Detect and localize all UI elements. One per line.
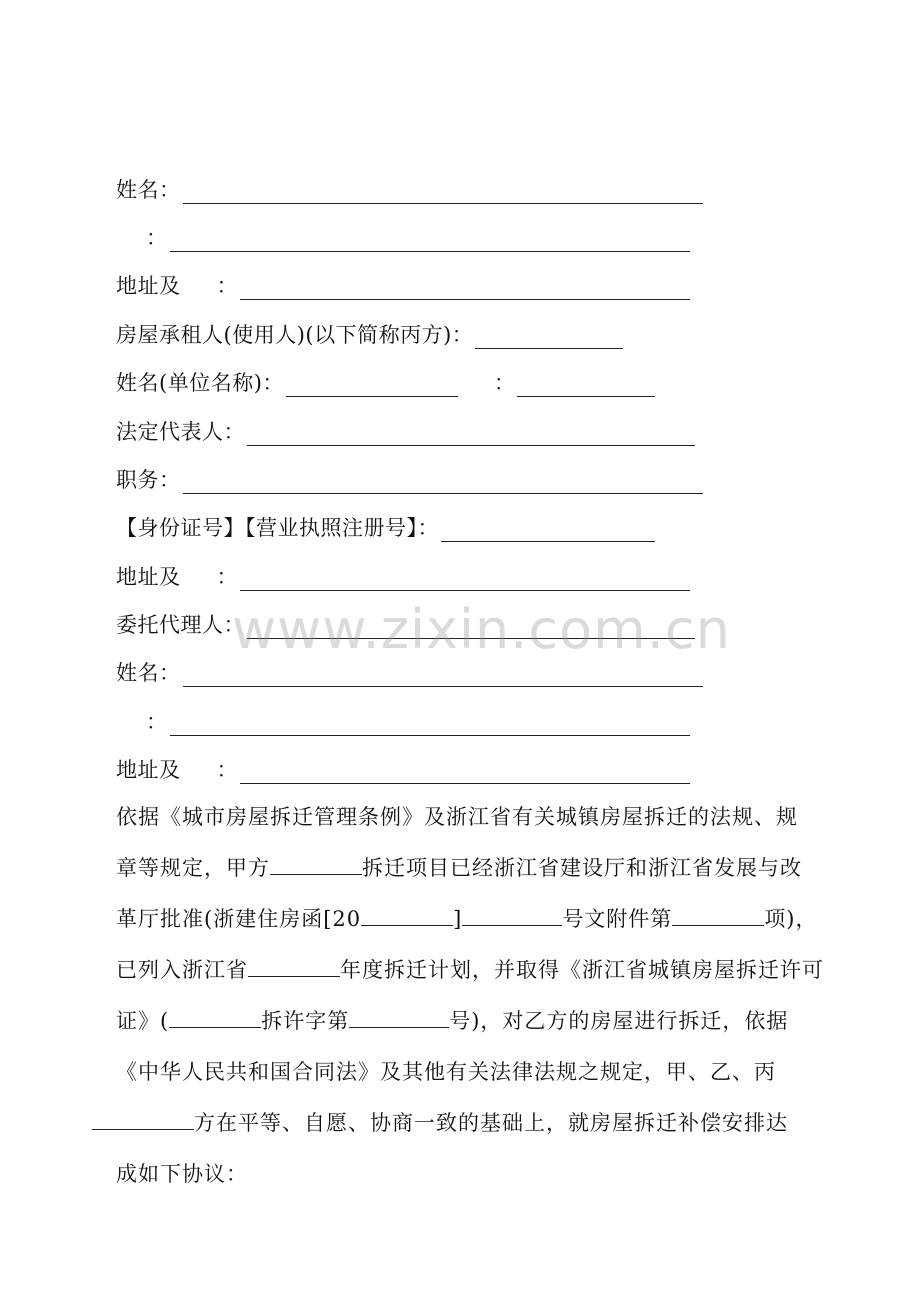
paragraph-text: 年度拆迁计划，并取得《浙江省城镇房屋拆迁许可 xyxy=(340,958,824,982)
paragraph-line-4 xyxy=(116,945,824,996)
paragraph-text: 项)， xyxy=(764,907,818,931)
agent-label: 委托代理人： xyxy=(116,613,245,637)
unit-name-label: 姓名(单位名称)： xyxy=(116,371,284,395)
id-no-line xyxy=(116,508,655,542)
watermark: www.zixin.com.cn xyxy=(232,598,731,661)
id-no-blank xyxy=(441,519,655,542)
field-colon: ： xyxy=(146,710,168,734)
field-blank xyxy=(170,713,690,736)
unit-colon: ： xyxy=(493,371,516,395)
legal-rep-label: 法定代表人： xyxy=(116,420,245,444)
name-label: 姓名： xyxy=(116,178,181,202)
address-label: 地址及 xyxy=(116,565,181,589)
address-blank xyxy=(240,761,690,784)
field-line-2 xyxy=(116,702,690,736)
permit-prefix-blank xyxy=(169,1005,261,1028)
address-colon: ： xyxy=(216,758,238,782)
unit-name-line xyxy=(116,363,655,397)
paragraph-line-6 xyxy=(116,1047,776,1098)
party-c-blank xyxy=(92,1107,194,1130)
paragraph-line-5 xyxy=(116,996,788,1047)
agent-blank xyxy=(247,616,695,639)
legal-rep-line xyxy=(116,412,695,446)
lessee-label: 房屋承租人(使用人)(以下简称丙方)： xyxy=(116,323,474,347)
address-line-1 xyxy=(116,266,690,300)
address-label: 地址及 xyxy=(116,274,181,298)
plan-year-blank xyxy=(248,954,340,977)
paragraph-text: 章等规定，甲方 xyxy=(116,856,270,880)
unit-name-blank xyxy=(286,374,458,397)
paragraph-line-8 xyxy=(116,1149,248,1200)
name-line-1 xyxy=(116,170,703,204)
doc-number-blank xyxy=(462,903,562,926)
permit-number-blank xyxy=(349,1005,449,1028)
field-colon: ： xyxy=(146,226,168,250)
unit-blank xyxy=(517,374,655,397)
paragraph-line-7 xyxy=(92,1098,788,1149)
paragraph-text: 革厅批准(浙建住房函[20 xyxy=(116,907,362,931)
address-label: 地址及 xyxy=(116,758,181,782)
paragraph-text: ] xyxy=(453,907,463,931)
year-blank xyxy=(361,903,453,926)
name-line-2 xyxy=(116,653,703,687)
paragraph-text: 拆迁项目已经浙江省建设厅和浙江省发展与改 xyxy=(362,856,802,880)
id-no-label: 【身份证号】【营业执照注册号】： xyxy=(116,516,439,540)
item-blank xyxy=(672,903,764,926)
lessee-blank xyxy=(475,326,623,349)
address-colon: ： xyxy=(216,565,238,589)
legal-rep-blank xyxy=(247,423,695,446)
paragraph-text: 已列入浙江省 xyxy=(116,958,248,982)
party-a-blank xyxy=(270,852,362,875)
address-line-2 xyxy=(116,557,690,591)
field-line-1 xyxy=(116,218,690,252)
address-line-3 xyxy=(116,750,690,784)
paragraph-text: 《中华人民共和国合同法》及其他有关法律法规之规定，甲、乙、丙 xyxy=(116,1060,776,1084)
paragraph-line-2 xyxy=(116,843,802,894)
paragraph-text: 号)，对乙方的房屋进行拆迁，依据 xyxy=(449,1009,789,1033)
paragraph-line-1: 依据《城市房屋拆迁管理条例》及浙江省有关城镇房屋拆迁的法规、规 xyxy=(116,805,798,829)
address-colon: ： xyxy=(216,274,238,298)
address-blank xyxy=(240,277,690,300)
address-blank xyxy=(240,568,690,591)
paragraph-line-2 xyxy=(0,843,116,894)
paragraph-text: 拆许字第 xyxy=(261,1009,350,1033)
field-blank xyxy=(170,229,690,252)
paragraph-text: 成如下协议： xyxy=(116,1162,248,1186)
name-blank xyxy=(183,181,703,204)
position-label: 职务： xyxy=(116,468,181,492)
paragraph-text: 方在平等、自愿、协商一致的基础上，就房屋拆迁补偿安排达 xyxy=(194,1111,788,1135)
paragraph-text: 号文附件第 xyxy=(562,907,673,931)
position-line xyxy=(116,460,703,494)
lessee-line xyxy=(116,315,623,349)
position-blank xyxy=(183,471,703,494)
paragraph-line-3 xyxy=(116,894,818,945)
paragraph-text: 证》( xyxy=(116,1009,170,1033)
agent-line xyxy=(116,605,695,639)
name-blank xyxy=(183,664,703,687)
name-label: 姓名： xyxy=(116,661,181,685)
